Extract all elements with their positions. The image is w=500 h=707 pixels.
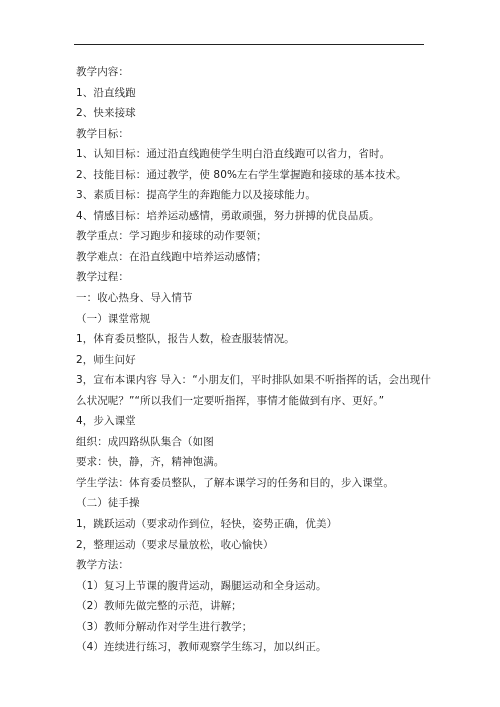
goal-skill: 2、技能目标：通过教学，使 80%左右学生掌握跑和接球的基本技术。 [76,168,407,181]
organization-note: 组织：成四路纵队集合（如图 [76,435,214,448]
difficult-point: 教学难点：在沿直线跑中培养运动感情； [76,250,267,263]
process-part-1-heading: 一：收心热身、导入情节 [76,292,193,305]
subsection-exercise: （二）徒手操 [76,497,140,510]
exercise-step-1: 1，跳跃运动（要求动作到位，轻快，姿势正确，优美） [76,518,338,531]
key-point: 教学重点：学习跑步和接球的动作要领； [76,230,267,243]
method-1: （1）复习上节课的腹背运动，踢腿运动和全身运动。 [76,579,327,592]
routine-step-3-continued: 么状况呢？”“所以我们一定要听指挥，事情才能做到有序、更好。” [76,394,385,407]
section-heading-process: 教学过程： [76,271,129,284]
document-body [76,62,436,658]
requirement-note: 要求：快，静，齐，精神饱满。 [76,456,225,469]
routine-step-2: 2，师生问好 [76,353,136,366]
method-2: （2）教师先做完整的示范，讲解； [76,600,242,613]
routine-step-3: 3，宣布本课内容 导入：“小朋友们，平时排队如果不听指挥的话，会出现什 [76,374,431,387]
content-item-1: 1、沿直线跑 [76,86,136,99]
method-4: （4）连续进行练习，教师观察学生练习，加以纠正。 [76,641,327,654]
routine-step-1: 1，体育委员整队，报告人数，检查服装情况。 [76,333,295,346]
goal-cognitive: 1、认知目标：通过沿直线跑使学生明白沿直线跑可以省力，省时。 [76,148,391,161]
section-heading-methods: 教学方法： [76,559,129,572]
subsection-routine: （一）课堂常规 [76,312,151,325]
goal-quality: 3、素质目标：提高学生的奔跑能力以及接球能力。 [76,189,316,202]
student-method-note: 学生学法：体育委员整队，了解本课学习的任务和目的，步入课堂。 [76,476,394,489]
content-item-2: 2、快来接球 [76,107,136,120]
section-heading-goals: 教学目标： [76,127,129,140]
header-rule [74,44,424,45]
routine-step-4: 4，步入课堂 [76,415,136,428]
exercise-step-2: 2，整理运动（要求尽量放松，收心愉快） [76,538,274,551]
method-3: （3）教师分解动作对学生进行教学； [76,620,253,633]
goal-emotion: 4、情感目标：培养运动感情，勇敢顽强，努力拼搏的优良品质。 [76,209,380,222]
section-heading-content: 教学内容： [76,66,129,78]
